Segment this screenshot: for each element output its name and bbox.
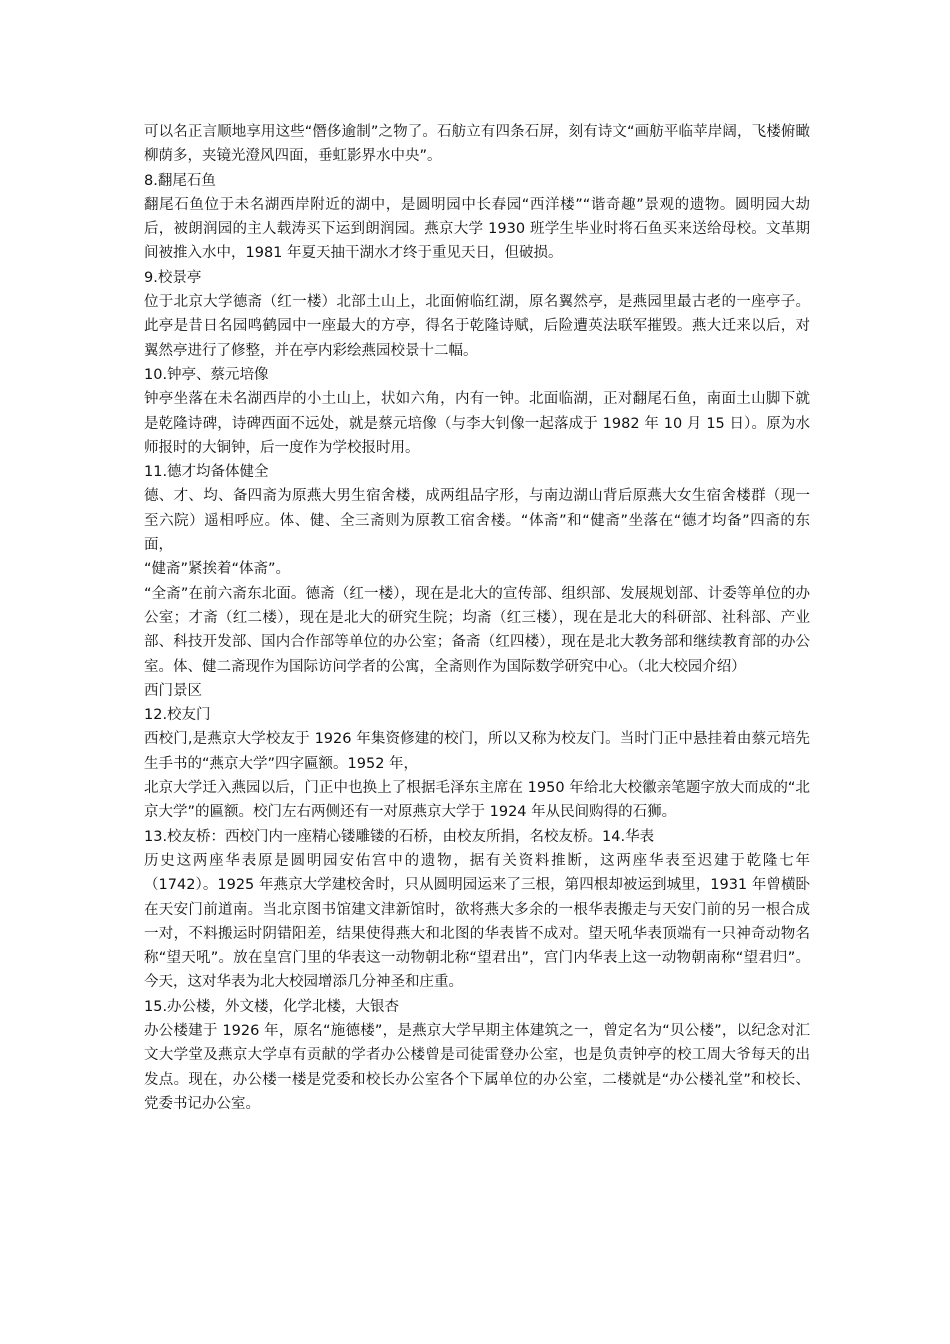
heading-ximen-jingqu: 西门景区 (144, 682, 202, 699)
heading-zhongting-caiyuanpei: 10.钟亭、蔡元培像 (144, 366, 269, 383)
paragraph-decai-junbei-1: 德、才、均、备四斋为原燕大男生宿舍楼，成两组品字形，与南边湖山背后原燕大女生宿舍楼群（现一至六院）遥相呼应。体、健、全三斋则为原教工宿舍楼。“体斋”和“健斋”坐落在“德才均备”四斋的东面， (144, 488, 810, 554)
heading-xiaoyou-men: 12.校友门 (144, 707, 211, 724)
paragraph-bangonglou: 办公楼建于 1926 年，原名“施德楼”，是燕京大学早期主体建筑之一，曾定名为“贝公楼”，以纪念对汇文大学堂及燕京大学卓有贡献的学者办公楼曾是司徒雷登办公室，也是负责钟亭的校工周大爷每天的出发点。现在，办公楼一楼是党委和校长办公室各个下属单位的办公室，二楼就是“办公楼礼堂”和校长、党委书记办公室。 (144, 1022, 810, 1112)
paragraph-xiaoyou-men-2: 北京大学迁入燕园以后，门正中也换上了根据毛泽东主席在 1950 年给北大校徽亲笔题字放大而成的“北京大学”的匾额。校门左右两侧还有一对原燕京大学于 1924 年从民间购得的石狮。 (144, 780, 810, 821)
paragraph-fanwei-shiyu: 翻尾石鱼位于未名湖西岸附近的湖中，是圆明园中长春园“西洋楼”“谐奇趣”景观的遗物。圆明园大劫后，被朗润园的主人载涛买下运到朗润园。燕京大学 1930 班学生毕业时将石鱼买来送给母校。文革期间被推入水中，1981 年夏天抽干湖水才终于重见天日，但破损。 (144, 196, 810, 262)
heading-fanwei-shiyu: 8.翻尾石鱼 (144, 172, 216, 189)
document-page (144, 120, 810, 1116)
paragraph-xiaoyou-qiao: 13.校友桥：西校门内一座精心镂雕镂的石桥，由校友所捐，名校友桥。14.华表 (144, 828, 655, 845)
heading-bangonglou: 15.办公楼，外文楼，化学北楼，大银杏 (144, 998, 400, 1015)
paragraph-zhongting-caiyuanpei: 钟亭坐落在未名湖西岸的小土山上，状如六角，内有一钟。北面临湖，正对翻尾石鱼，南面土山脚下就是乾隆诗碑，诗碑西面不远处，就是蔡元培像（与李大钊像一起落成于 1982 年 10 月 15 日）。原为水师报时的大铜钟，后一度作为学校报时用。 (144, 391, 810, 456)
paragraph-xiaojing-ting: 位于北京大学德斋（红一楼）北部土山上，北面俯临红湖，原名翼然亭，是燕园里最古老的一座亭子。此亭是昔日名园鸣鹤园中一座最大的方亭，得名于乾隆诗赋，后险遭英法联军摧毁。燕大迁来以后，对翼然亭进行了修整，并在亭内彩绘燕园校景十二幅。 (144, 294, 810, 359)
paragraph-shifang-screens: 可以名正言顺地享用这些“僭侈逾制”之物了。石舫立有四条石屏，刻有诗文“画舫平临苹岸阔，飞楼俯瞰柳荫多，夹镜光澄风四面，垂虹影界水中央”。 (144, 124, 810, 165)
paragraph-xiaoyou-men-1: 西校门,是燕京大学校友于 1926 年集资修建的校门，所以又称为校友门。当时门正中悬挂着由蔡元培先生手书的“燕京大学”四字匾额。1952 年， (144, 731, 810, 772)
paragraph-decai-junbei-2: “健斋”紧挨着“体斋”。 (144, 561, 291, 578)
paragraph-huabiao: 历史这两座华表原是圆明园安佑宫中的遗物，据有关资料推断，这两座华表至迟建于乾隆七年（1742）。1925 年燕京大学建校舍时，只从圆明园运来了三根，第四根却被运到城里，1931 年曾横卧在天安门前道南。当北京图书馆建文津新馆时，欲将燕大多余的一根华表搬走与天安门前的另一根合成一对，不料搬运时阴错阳差，结果使得燕大和北图的华表皆不成对。望天吼华表顶端有一只神奇动物名称“望天吼”。放在皇宫门里的华表这一动物朝北称“望君出”，宫门内华表上这一动物朝南称“望君归”。今天，这对华表为北大校园增添几分神圣和庄重。 (144, 852, 810, 991)
heading-decai-junbei: 11.德才均备体健全 (144, 464, 269, 481)
paragraph-decai-junbei-3: “全斋”在前六斋东北面。德斋（红一楼），现在是北大的宣传部、组织部、发展规划部、计委等单位的办公室；才斋（红二楼），现在是北大的研究生院；均斋（红三楼），现在是北大的科研部、社科部、产业部、科技开发部、国内合作部等单位的办公室；备斋（红四楼），现在是北大教务部和继续教育部的办公室。体、健二斋现作为国际访问学者的公寓，全斋则作为国际数学研究中心。（北大校园介绍） (144, 585, 810, 675)
heading-xiaojing-ting: 9.校景亭 (144, 269, 202, 286)
